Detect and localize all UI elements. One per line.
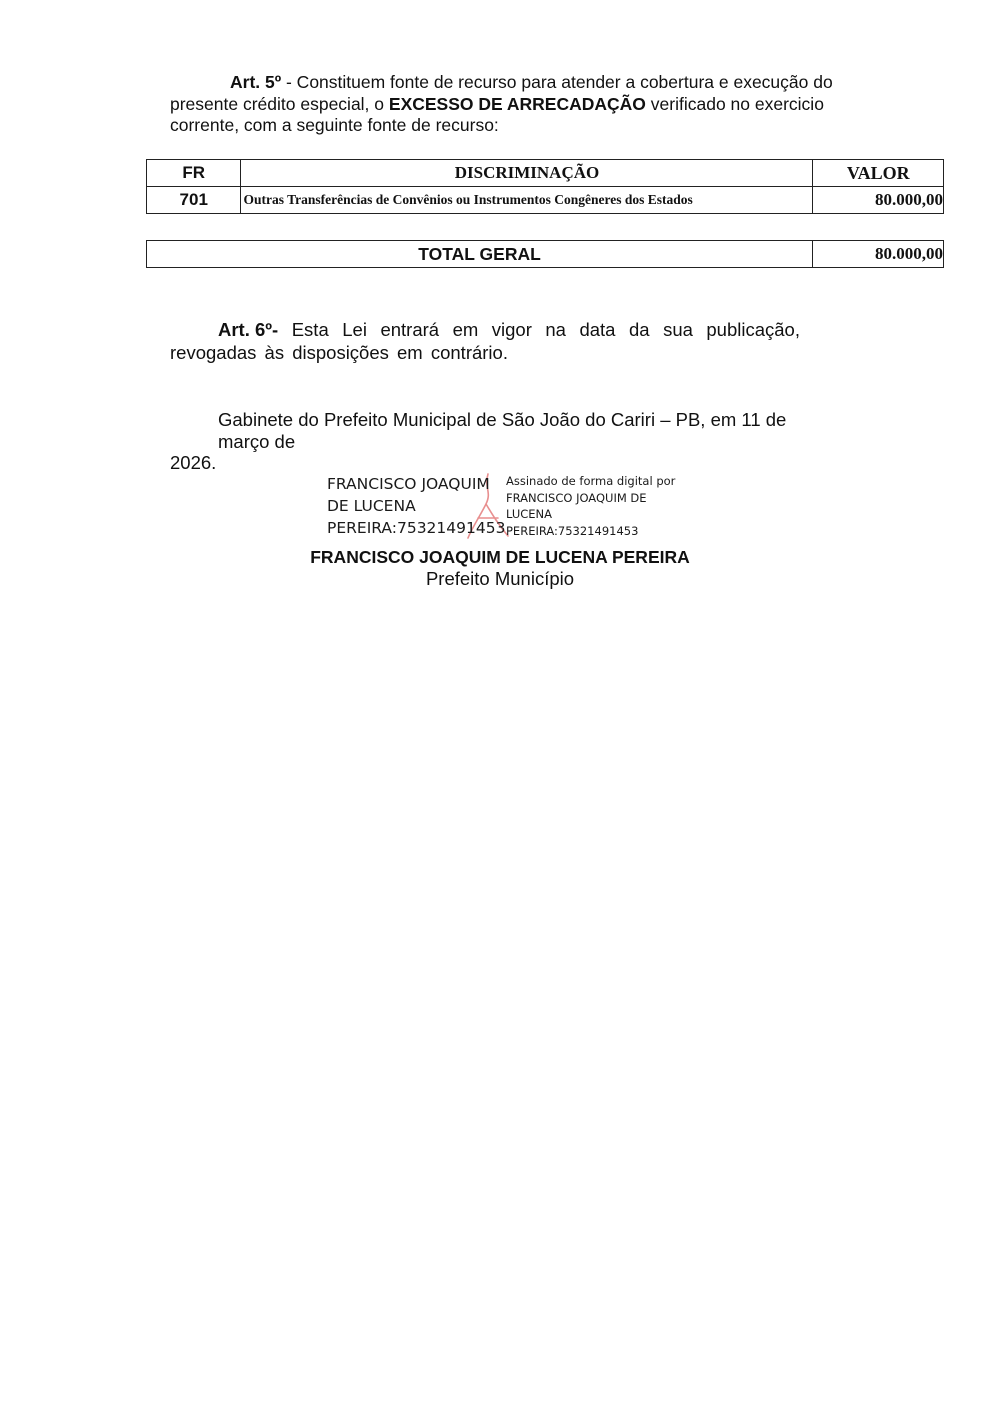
header-discriminacao: DISCRIMINAÇÃO [241, 160, 813, 187]
article-6-word: da [628, 319, 650, 340]
article-6-word: entrará [380, 319, 440, 340]
article-6-paragraph [170, 318, 800, 364]
article-6-word: sua [663, 319, 693, 340]
digital-signature-info [506, 473, 675, 539]
article-5-line-2 [170, 94, 880, 116]
article-6-line-1 [170, 318, 800, 341]
signature-name-line: FRANCISCO JOAQUIM [327, 475, 490, 493]
signature-name-line: DE LUCENA [327, 497, 416, 515]
total-table [146, 240, 944, 268]
row-fr: 701 [147, 187, 241, 214]
article-6-word: na [545, 319, 566, 340]
header-fr: FR [147, 160, 241, 187]
total-label: TOTAL GERAL [147, 241, 813, 268]
header-valor: VALOR [813, 160, 944, 187]
article-6-word: vigor [491, 319, 532, 340]
article-5-label: Art. 5º [230, 72, 282, 92]
signature-info-line: LUCENA [506, 507, 553, 521]
total-value: 80.000,00 [813, 241, 944, 268]
article-6-word: Esta [291, 319, 329, 340]
closing-place-date [218, 409, 786, 452]
article-5-line-1 [170, 72, 880, 94]
article-6-label: Art. 6º- [218, 319, 279, 340]
article-6-word: Lei [342, 319, 367, 340]
row-valor: 80.000,00 [813, 187, 944, 214]
article-5-bold-phrase: EXCESSO DE ARRECADAÇÃO [388, 93, 646, 114]
resource-table [146, 159, 944, 214]
row-discriminacao: Outras Transferências de Convênios ou Instrumentos Congêneres dos Estados [241, 187, 813, 214]
signature-info-line: PEREIRA:75321491453 [506, 523, 639, 538]
article-6-word: publicação, [706, 319, 800, 340]
digital-signature-name [327, 473, 505, 539]
closing-line-2: março de [218, 430, 296, 452]
article-5-paragraph [170, 72, 880, 137]
closing-line-1: Gabinete do Prefeito Municipal de São João do Cariri – PB, em 11 de [218, 409, 787, 430]
article-5-line-3: corrente, com a seguinte fonte de recurso: [170, 115, 499, 135]
article-6-word: data [579, 319, 616, 340]
article-6-line-2: revogadas às disposições em contrário. [170, 342, 508, 363]
total-row [147, 241, 944, 268]
article-5-text-post: verificado no exercicio [645, 93, 824, 114]
signature-name-line: PEREIRA:75321491453 [327, 519, 506, 537]
article-6-word: em [452, 319, 479, 340]
article-5-text-pre: presente crédito especial, o [170, 93, 389, 114]
signer-name: FRANCISCO JOAQUIM DE LUCENA PEREIRA [310, 547, 690, 567]
closing-year: 2026. [170, 452, 217, 473]
signature-info-line: Assinado de forma digital por [506, 474, 676, 488]
table-header-row [147, 160, 944, 187]
article-5-text: - Constituem fonte de recurso para atender a cobertura e execução do [281, 72, 833, 92]
signature-info-line: FRANCISCO JOAQUIM DE [506, 490, 647, 505]
signer-role: Prefeito Município [425, 568, 575, 589]
table-row [147, 187, 944, 214]
